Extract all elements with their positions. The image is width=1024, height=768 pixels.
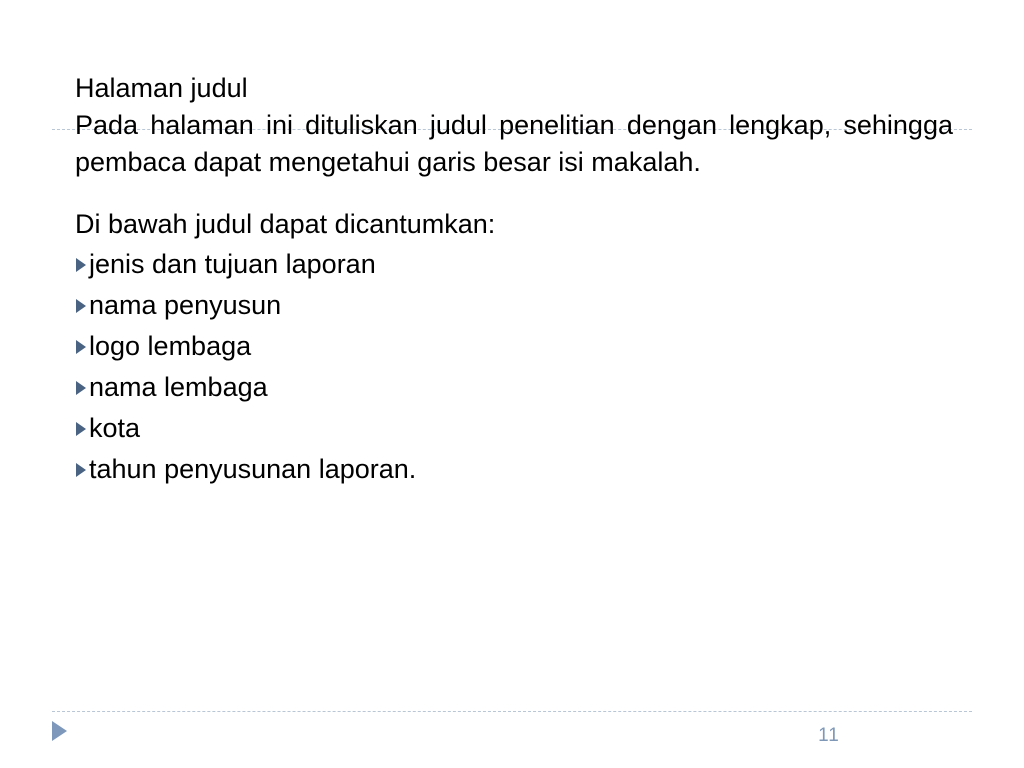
list-item-label: jenis dan tujuan laporan bbox=[89, 249, 376, 279]
list-item bbox=[75, 285, 953, 326]
triangle-right-icon bbox=[76, 381, 86, 395]
triangle-right-icon bbox=[76, 258, 86, 272]
list-item bbox=[75, 367, 953, 408]
triangle-right-icon bbox=[76, 299, 86, 313]
slide-heading: Halaman judul bbox=[75, 73, 248, 103]
triangle-right-icon bbox=[76, 422, 86, 436]
description-paragraph: Pada halaman ini dituliskan judul penelitian dengan lengkap, sehingga pembaca dapat mengetahui garis besar isi makalah. bbox=[75, 110, 953, 177]
list-item-label: nama lembaga bbox=[89, 372, 268, 402]
triangle-right-icon bbox=[76, 463, 86, 477]
list-item-label: tahun penyusunan laporan. bbox=[89, 454, 417, 484]
bottom-divider-line bbox=[52, 711, 972, 712]
list-item bbox=[75, 449, 953, 490]
bullet-list bbox=[75, 244, 953, 490]
list-item bbox=[75, 408, 953, 449]
list-item bbox=[75, 244, 953, 285]
list-item-label: kota bbox=[89, 413, 141, 443]
triangle-right-icon bbox=[76, 340, 86, 354]
slide-content bbox=[75, 70, 953, 490]
list-intro: Di bawah judul dapat dicantumkan: bbox=[75, 209, 496, 239]
list-item bbox=[75, 326, 953, 367]
list-item-label: logo lembaga bbox=[89, 331, 252, 361]
list-item-label: nama penyusun bbox=[89, 290, 282, 320]
play-arrow-icon[interactable] bbox=[52, 721, 67, 741]
page-number: 11 bbox=[818, 725, 840, 746]
